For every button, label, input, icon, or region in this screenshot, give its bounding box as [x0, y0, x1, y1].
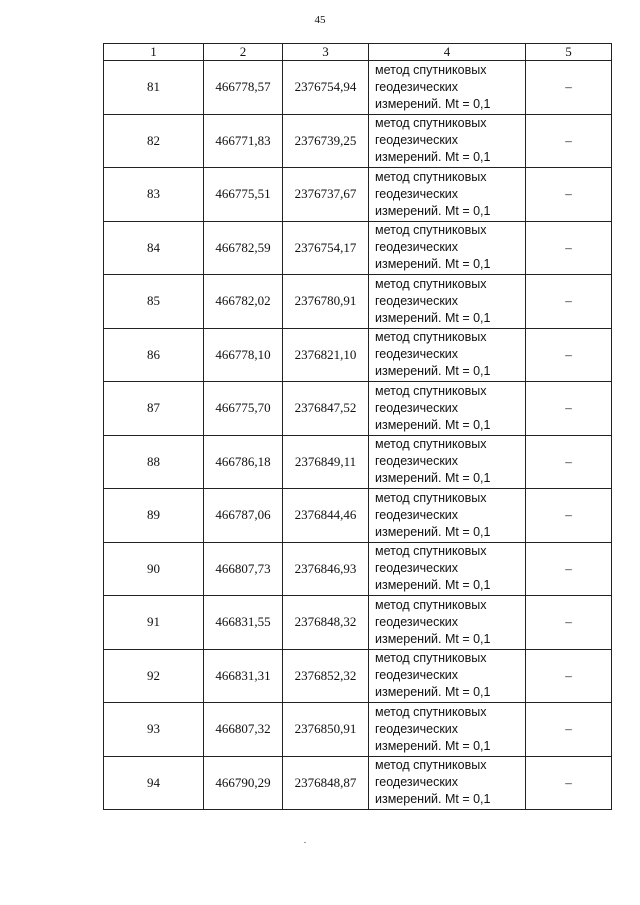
method-cell	[369, 168, 526, 222]
header-col-5: 5	[526, 44, 612, 61]
method-cell	[369, 61, 526, 115]
table-row	[104, 382, 612, 436]
column-5-cell: –	[526, 168, 612, 222]
x-coordinate-cell: 466787,06	[204, 489, 283, 543]
method-line-3: измерений. Mt = 0,1	[375, 417, 491, 432]
method-cell	[369, 596, 526, 650]
y-coordinate-cell: 2376821,10	[283, 328, 369, 382]
table-row	[104, 221, 612, 275]
table-row	[104, 435, 612, 489]
x-coordinate-cell: 466771,83	[204, 114, 283, 168]
point-number-cell: 94	[104, 756, 204, 810]
method-line-1: метод спутниковых	[375, 544, 487, 559]
table-row	[104, 168, 612, 222]
y-coordinate-cell: 2376739,25	[283, 114, 369, 168]
method-line-2: геодезических	[375, 721, 459, 736]
point-number-cell: 82	[104, 114, 204, 168]
y-coordinate-cell: 2376780,91	[283, 275, 369, 329]
method-line-3: измерений. Mt = 0,1	[375, 631, 491, 646]
method-line-3: измерений. Mt = 0,1	[375, 150, 491, 165]
y-coordinate-cell: 2376848,87	[283, 756, 369, 810]
header-col-3: 3	[283, 44, 369, 61]
method-cell	[369, 275, 526, 329]
method-line-1: метод спутниковых	[375, 597, 487, 612]
method-line-2: геодезических	[375, 668, 459, 683]
method-cell	[369, 756, 526, 810]
x-coordinate-cell: 466786,18	[204, 435, 283, 489]
y-coordinate-cell: 2376844,46	[283, 489, 369, 543]
column-5-cell: –	[526, 596, 612, 650]
method-line-3: измерений. Mt = 0,1	[375, 257, 491, 272]
x-coordinate-cell: 466775,51	[204, 168, 283, 222]
method-line-2: геодезических	[375, 775, 459, 790]
method-line-1: метод спутниковых	[375, 223, 487, 238]
method-line-2: геодезических	[375, 293, 459, 308]
method-line-3: измерений. Mt = 0,1	[375, 96, 491, 111]
method-line-3: измерений. Mt = 0,1	[375, 792, 491, 807]
table-header	[104, 44, 612, 61]
y-coordinate-cell: 2376754,17	[283, 221, 369, 275]
point-number-cell: 85	[104, 275, 204, 329]
x-coordinate-cell: 466790,29	[204, 756, 283, 810]
point-number-cell: 93	[104, 703, 204, 757]
method-cell	[369, 542, 526, 596]
coordinates-table	[103, 43, 612, 810]
point-number-cell: 86	[104, 328, 204, 382]
x-coordinate-cell: 466831,31	[204, 649, 283, 703]
method-line-1: метод спутниковых	[375, 330, 487, 345]
header-col-1: 1	[104, 44, 204, 61]
method-line-3: измерений. Mt = 0,1	[375, 578, 491, 593]
column-5-cell: –	[526, 382, 612, 436]
method-line-1: метод спутниковых	[375, 758, 487, 773]
x-coordinate-cell: 466778,10	[204, 328, 283, 382]
table-row	[104, 489, 612, 543]
method-line-3: измерений. Mt = 0,1	[375, 524, 491, 539]
x-coordinate-cell: 466807,73	[204, 542, 283, 596]
method-line-1: метод спутниковых	[375, 62, 487, 77]
method-line-1: метод спутниковых	[375, 490, 487, 505]
header-col-4: 4	[369, 44, 526, 61]
x-coordinate-cell: 466778,57	[204, 61, 283, 115]
table-row	[104, 756, 612, 810]
method-line-2: геодезических	[375, 133, 459, 148]
point-number-cell: 87	[104, 382, 204, 436]
column-5-cell: –	[526, 221, 612, 275]
method-line-2: геодезических	[375, 347, 459, 362]
method-cell	[369, 114, 526, 168]
y-coordinate-cell: 2376850,91	[283, 703, 369, 757]
x-coordinate-cell: 466782,59	[204, 221, 283, 275]
point-number-cell: 83	[104, 168, 204, 222]
method-line-1: метод спутниковых	[375, 651, 487, 666]
table-row	[104, 703, 612, 757]
point-number-cell: 88	[104, 435, 204, 489]
method-line-1: метод спутниковых	[375, 116, 487, 131]
table-row	[104, 114, 612, 168]
x-coordinate-cell: 466782,02	[204, 275, 283, 329]
y-coordinate-cell: 2376852,32	[283, 649, 369, 703]
header-col-2: 2	[204, 44, 283, 61]
page-number: 45	[314, 14, 326, 26]
column-5-cell: –	[526, 756, 612, 810]
column-5-cell: –	[526, 61, 612, 115]
method-line-2: геодезических	[375, 240, 459, 255]
method-line-2: геодезических	[375, 400, 459, 415]
column-5-cell: –	[526, 489, 612, 543]
method-line-2: геодезических	[375, 186, 459, 201]
table-row	[104, 328, 612, 382]
method-cell	[369, 328, 526, 382]
column-5-cell: –	[526, 114, 612, 168]
y-coordinate-cell: 2376737,67	[283, 168, 369, 222]
point-number-cell: 81	[104, 61, 204, 115]
point-number-cell: 90	[104, 542, 204, 596]
y-coordinate-cell: 2376754,94	[283, 61, 369, 115]
x-coordinate-cell: 466807,32	[204, 703, 283, 757]
method-line-1: метод спутниковых	[375, 437, 487, 452]
table-row	[104, 275, 612, 329]
method-line-3: измерений. Mt = 0,1	[375, 685, 491, 700]
method-line-1: метод спутниковых	[375, 383, 487, 398]
method-line-3: измерений. Mt = 0,1	[375, 738, 491, 753]
method-line-3: измерений. Mt = 0,1	[375, 364, 491, 379]
table-row	[104, 61, 612, 115]
column-5-cell: –	[526, 649, 612, 703]
column-5-cell: –	[526, 542, 612, 596]
method-line-3: измерений. Mt = 0,1	[375, 471, 491, 486]
method-line-2: геодезических	[375, 614, 459, 629]
method-cell	[369, 435, 526, 489]
point-number-cell: 91	[104, 596, 204, 650]
method-cell	[369, 221, 526, 275]
method-line-3: измерений. Mt = 0,1	[375, 203, 491, 218]
header-row	[104, 44, 612, 61]
method-line-2: геодезических	[375, 79, 459, 94]
method-line-2: геодезических	[375, 561, 459, 576]
table-row	[104, 542, 612, 596]
x-coordinate-cell: 466831,55	[204, 596, 283, 650]
table-body	[104, 61, 612, 810]
method-line-1: метод спутниковых	[375, 169, 487, 184]
x-coordinate-cell: 466775,70	[204, 382, 283, 436]
method-line-3: измерений. Mt = 0,1	[375, 310, 491, 325]
method-line-1: метод спутниковых	[375, 704, 487, 719]
y-coordinate-cell: 2376847,52	[283, 382, 369, 436]
table-row	[104, 596, 612, 650]
method-line-2: геодезических	[375, 454, 459, 469]
point-number-cell: 92	[104, 649, 204, 703]
y-coordinate-cell: 2376848,32	[283, 596, 369, 650]
y-coordinate-cell: 2376849,11	[283, 435, 369, 489]
method-line-1: метод спутниковых	[375, 276, 487, 291]
method-cell	[369, 382, 526, 436]
method-cell	[369, 703, 526, 757]
scan-artifact-dot	[304, 842, 306, 843]
y-coordinate-cell: 2376846,93	[283, 542, 369, 596]
point-number-cell: 89	[104, 489, 204, 543]
point-number-cell: 84	[104, 221, 204, 275]
method-cell	[369, 489, 526, 543]
table-row	[104, 649, 612, 703]
column-5-cell: –	[526, 328, 612, 382]
method-cell	[369, 649, 526, 703]
column-5-cell: –	[526, 435, 612, 489]
method-line-2: геодезических	[375, 507, 459, 522]
column-5-cell: –	[526, 275, 612, 329]
column-5-cell: –	[526, 703, 612, 757]
